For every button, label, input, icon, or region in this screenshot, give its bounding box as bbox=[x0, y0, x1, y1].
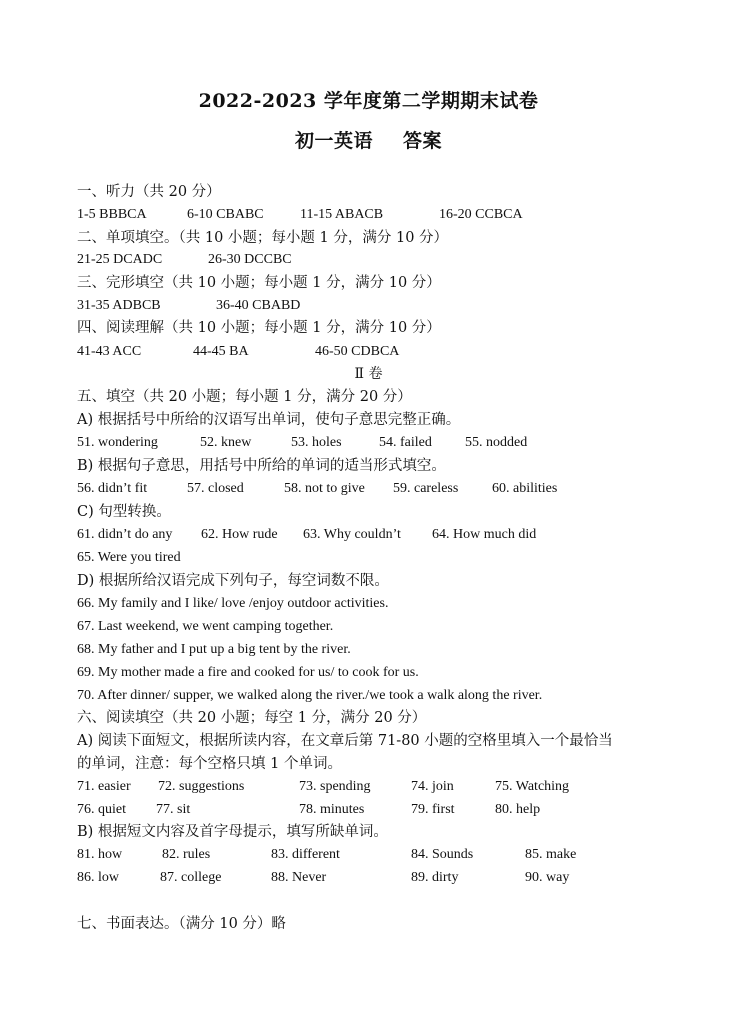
answer-group: 41-43 ACC bbox=[77, 344, 142, 359]
answer-group: 46-50 CDBCA bbox=[315, 344, 400, 359]
answer-item: 74. join bbox=[411, 779, 454, 794]
section-5-row-d: 66. My family and I like/ love /enjoy outdoor activities. bbox=[77, 596, 389, 611]
section-5-part-d: D) 根据所给汉语完成下列句子，每空词数不限。 bbox=[77, 573, 389, 589]
answer-item: 75. Watching bbox=[495, 779, 570, 794]
answer-item: 62. How rude bbox=[201, 527, 278, 542]
answer-item: 56. didn’t fit bbox=[77, 481, 148, 496]
subtitle-answer: 答案 bbox=[403, 130, 443, 152]
section-5-row-b bbox=[77, 479, 697, 499]
section-5-part-c: C) 句型转换。 bbox=[77, 504, 171, 520]
answer-group: 16-20 CCBCA bbox=[439, 207, 523, 222]
section-7-heading: 七、书面表达。（满分 10 分）略 bbox=[77, 916, 286, 932]
answer-group: 26-30 DCCBC bbox=[208, 252, 292, 267]
answer-group: 1-5 BBBCA bbox=[77, 207, 147, 222]
section-4-answers bbox=[77, 342, 677, 362]
answer-group: 31-35 ADBCB bbox=[77, 298, 161, 313]
section-6-row bbox=[77, 845, 697, 865]
section-6-row bbox=[77, 777, 697, 797]
section-1-answers bbox=[77, 205, 677, 225]
answer-item: 61. didn’t do any bbox=[77, 527, 173, 542]
section-6-row bbox=[77, 800, 697, 820]
answer-item: 84. Sounds bbox=[411, 847, 474, 862]
section-6-row bbox=[77, 868, 697, 888]
answer-item: 76. quiet bbox=[77, 802, 126, 817]
answer-item: 80. help bbox=[495, 802, 541, 817]
answer-item: 54. failed bbox=[379, 435, 432, 450]
answer-item: 58. not to give bbox=[284, 481, 365, 496]
section-5-row-c2: 65. Were you tired bbox=[77, 550, 181, 565]
section-5-row-d: 67. Last weekend, we went camping together. bbox=[77, 619, 334, 634]
section-1-heading: 一、听力（共 20 分） bbox=[77, 184, 221, 200]
subtitle-subject: 初一英语 bbox=[294, 130, 373, 152]
answer-item: 90. way bbox=[525, 870, 570, 885]
section-6-part-a-cont: 的单词，注意：每个空格只填 1 个单词。 bbox=[77, 756, 342, 772]
section-5-row-a bbox=[77, 433, 697, 453]
answer-item: 77. sit bbox=[156, 802, 191, 817]
answer-item: 85. make bbox=[525, 847, 577, 862]
answer-item: 63. Why couldn’t bbox=[303, 527, 401, 542]
answer-item: 83. different bbox=[271, 847, 340, 862]
answer-item: 78. minutes bbox=[299, 802, 365, 817]
answer-item: 88. Never bbox=[271, 870, 327, 885]
answer-item: 52. knew bbox=[200, 435, 252, 450]
answer-group: 6-10 CBABC bbox=[187, 207, 264, 222]
section-5-row-d: 70. After dinner/ supper, we walked along the river./we took a walk along the river. bbox=[77, 688, 543, 703]
section-6-part-b: B) 根据短文内容及首字母提示，填写所缺单词。 bbox=[77, 824, 388, 840]
section-5-row-d: 68. My father and I put up a big tent by the river. bbox=[77, 642, 351, 657]
section-5-part-a: A) 根据括号中所给的汉语写出单词，使句子意思完整正确。 bbox=[77, 412, 461, 428]
answer-item: 82. rules bbox=[162, 847, 211, 862]
section-4-heading: 四、阅读理解（共 10 小题；每小题 1 分，满分 10 分） bbox=[77, 320, 441, 336]
answer-item: 57. closed bbox=[187, 481, 244, 496]
answer-item: 64. How much did bbox=[432, 527, 537, 542]
answer-item: 73. spending bbox=[299, 779, 371, 794]
answer-group: 11-15 ABACB bbox=[300, 207, 384, 222]
answer-item: 79. first bbox=[411, 802, 455, 817]
answer-item: 86. low bbox=[77, 870, 119, 885]
section-5-row-c bbox=[77, 525, 697, 545]
answer-item: 71. easier bbox=[77, 779, 131, 794]
answer-item: 51. wondering bbox=[77, 435, 158, 450]
section-3-heading: 三、完形填空（共 10 小题；每小题 1 分，满分 10 分） bbox=[77, 275, 441, 291]
section-2-heading: 二、单项填空。（共 10 小题；每小题 1 分，满分 10 分） bbox=[77, 230, 449, 246]
answer-item: 55. nodded bbox=[465, 435, 528, 450]
section-2-answers bbox=[77, 250, 677, 270]
volume-ii-label: Ⅱ 卷 bbox=[354, 366, 383, 382]
answer-item: 87. college bbox=[160, 870, 222, 885]
answer-item: 81. how bbox=[77, 847, 123, 862]
section-3-answers bbox=[77, 296, 677, 316]
section-5-heading: 五、填空（共 20 小题；每小题 1 分，满分 20 分） bbox=[77, 389, 412, 405]
section-5-row-d: 69. My mother made a fire and cooked for us/ to cook for us. bbox=[77, 665, 419, 680]
page-title: 2022-2023 学年度第二学期期末试卷 bbox=[198, 90, 539, 112]
answer-group: 36-40 CBABD bbox=[216, 298, 301, 313]
answer-group: 44-45 BA bbox=[193, 344, 249, 359]
answer-group: 21-25 DCADC bbox=[77, 252, 163, 267]
answer-item: 60. abilities bbox=[492, 481, 558, 496]
section-6-heading: 六、阅读填空（共 20 小题；每空 1 分，满分 20 分） bbox=[77, 710, 427, 726]
answer-item: 72. suggestions bbox=[158, 779, 245, 794]
page-subtitle bbox=[0, 126, 737, 153]
answer-item: 89. dirty bbox=[411, 870, 459, 885]
section-6-part-a: A) 阅读下面短文，根据所读内容，在文章后第 71-80 小题的空格里填入一个最恰当 bbox=[77, 733, 613, 749]
answer-item: 53. holes bbox=[291, 435, 342, 450]
answer-item: 59. careless bbox=[393, 481, 459, 496]
section-5-part-b: B) 根据句子意思，用括号中所给的单词的适当形式填空。 bbox=[77, 458, 446, 474]
